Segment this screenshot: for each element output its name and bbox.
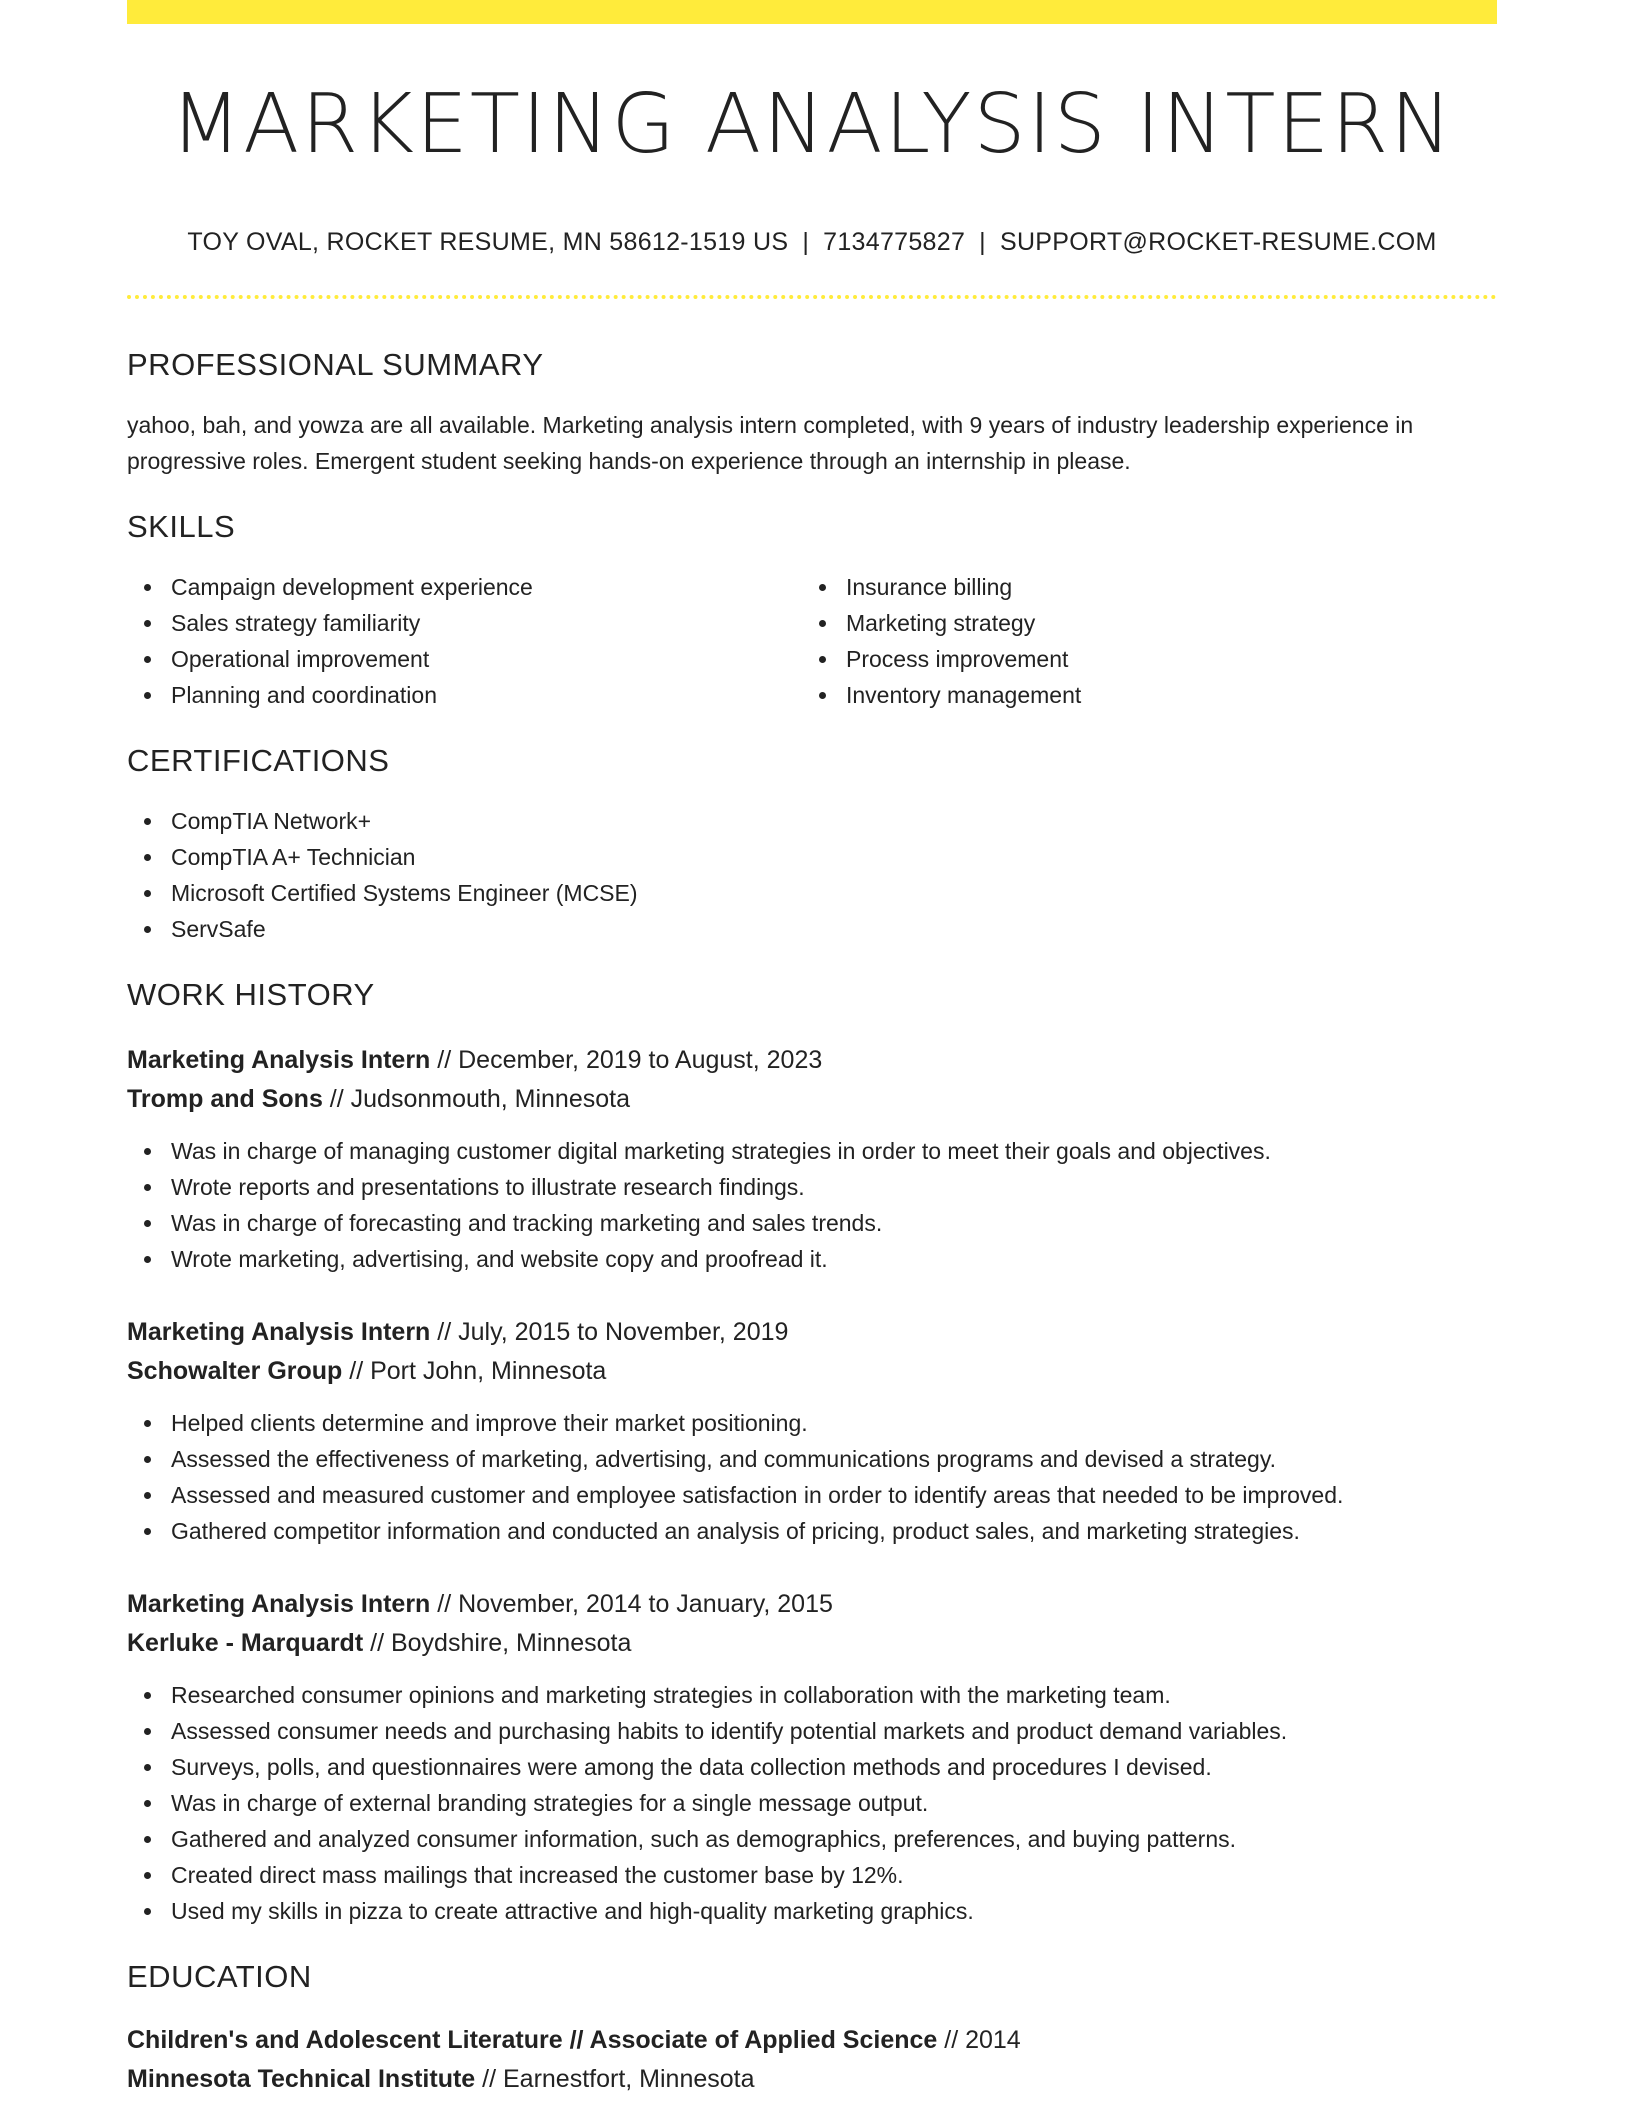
- skills-list-right: [802, 569, 1477, 713]
- job-dates: // December, 2019 to August, 2023: [430, 1046, 823, 1074]
- skills-grid: [127, 569, 1497, 713]
- job-bullets: [127, 1677, 1497, 1929]
- summary-text: yahoo, bah, and yowza are all available. Marketing analysis intern completed, with 9 years of industry leadership experience in progressive roles. Emergent student seeking hands-on experience through an internship in please.: [127, 412, 1414, 474]
- education-heading: EDUCATION: [127, 1959, 312, 1994]
- contact-address: TOY OVAL, ROCKET RESUME, MN 58612-1519 US: [187, 228, 789, 256]
- job-bullet: Wrote marketing, advertising, and website copy and proofread it.: [127, 1241, 1497, 1277]
- education-school: Minnesota Technical Institute: [127, 2065, 476, 2093]
- job-bullet: Was in charge of managing customer digital marketing strategies in order to meet their goals and objectives.: [127, 1133, 1497, 1169]
- education-degree-line: [127, 2021, 1497, 2060]
- job-bullets: [127, 1133, 1497, 1277]
- job-location: // Boydshire, Minnesota: [363, 1629, 632, 1657]
- skill-item: Sales strategy familiarity: [127, 605, 802, 641]
- certifications-heading: CERTIFICATIONS: [127, 743, 390, 778]
- certification-item: ServSafe: [127, 911, 1497, 947]
- skill-item: Operational improvement: [127, 641, 802, 677]
- job-role-line: [127, 1041, 1497, 1080]
- job-company-line: [127, 1624, 1497, 1663]
- contact-email: SUPPORT@ROCKET-RESUME.COM: [999, 228, 1437, 256]
- certifications-list: [127, 803, 1497, 947]
- job-location: // Port John, Minnesota: [342, 1357, 607, 1385]
- job-company-line: [127, 1352, 1497, 1391]
- job-company: Kerluke - Marquardt: [127, 1629, 364, 1657]
- job-entry: [127, 1041, 1497, 1277]
- skill-item: Inventory management: [802, 677, 1477, 713]
- dotted-divider: [127, 295, 1497, 299]
- job-bullet: Used my skills in pizza to create attractive and high-quality marketing graphics.: [127, 1893, 1497, 1929]
- job-role-line: [127, 1313, 1497, 1352]
- accent-top-bar: [127, 0, 1497, 24]
- job-role: Marketing Analysis Intern: [127, 1590, 431, 1618]
- contact-line: [127, 228, 1497, 257]
- job-role: Marketing Analysis Intern: [127, 1046, 431, 1074]
- summary-heading: PROFESSIONAL SUMMARY: [127, 347, 544, 382]
- education-location: // Earnestfort, Minnesota: [475, 2065, 755, 2093]
- job-dates: // July, 2015 to November, 2019: [430, 1318, 789, 1346]
- job-bullet: Researched consumer opinions and marketing strategies in collaboration with the marketing team.: [127, 1677, 1497, 1713]
- contact-separator: |: [979, 228, 986, 256]
- job-role: Marketing Analysis Intern: [127, 1318, 431, 1346]
- job-role-line: [127, 1585, 1497, 1624]
- job-bullet: Surveys, polls, and questionnaires were among the data collection methods and procedures I devised.: [127, 1749, 1497, 1785]
- job-bullet: Assessed and measured customer and employee satisfaction in order to identify areas that needed to be improved.: [127, 1477, 1497, 1513]
- job-dates: // November, 2014 to January, 2015: [430, 1590, 833, 1618]
- certification-item: CompTIA Network+: [127, 803, 1497, 839]
- job-bullet: Assessed consumer needs and purchasing habits to identify potential markets and product demand variables.: [127, 1713, 1497, 1749]
- job-bullet: Gathered competitor information and conducted an analysis of pricing, product sales, and marketing strategies.: [127, 1513, 1497, 1549]
- education-school-line: [127, 2060, 1497, 2099]
- education-entry: [127, 2021, 1497, 2099]
- skill-item: Marketing strategy: [802, 605, 1477, 641]
- job-bullet: Helped clients determine and improve their market positioning.: [127, 1405, 1497, 1441]
- job-location: // Judsonmouth, Minnesota: [322, 1085, 630, 1113]
- skill-item: Process improvement: [802, 641, 1477, 677]
- job-bullet: Wrote reports and presentations to illustrate research findings.: [127, 1169, 1497, 1205]
- job-entry: [127, 1585, 1497, 1929]
- skill-item: Insurance billing: [802, 569, 1477, 605]
- education-degree: Children's and Adolescent Literature // Associate of Applied Science: [127, 2026, 938, 2054]
- job-bullet: Was in charge of external branding strategies for a single message output.: [127, 1785, 1497, 1821]
- certification-item: CompTIA A+ Technician: [127, 839, 1497, 875]
- page-title: MARKETING ANALYSIS INTERN: [170, 77, 1454, 172]
- job-bullet: Assessed the effectiveness of marketing, advertising, and communications programs and devised a strategy.: [127, 1441, 1497, 1477]
- contact-phone: 7134775827: [823, 228, 966, 256]
- education-year: // 2014: [937, 2026, 1021, 2054]
- job-company: Tromp and Sons: [127, 1085, 323, 1113]
- contact-separator: |: [802, 228, 810, 256]
- job-bullet: Gathered and analyzed consumer information, such as demographics, preferences, and buying patterns.: [127, 1821, 1497, 1857]
- work-history-heading: WORK HISTORY: [127, 977, 375, 1012]
- job-company-line: [127, 1080, 1497, 1119]
- job-bullets: [127, 1405, 1497, 1549]
- skill-item: Campaign development experience: [127, 569, 802, 605]
- skills-list-left: [127, 569, 802, 713]
- job-company: Schowalter Group: [127, 1357, 343, 1385]
- skill-item: Planning and coordination: [127, 677, 802, 713]
- resume-page: [127, 0, 1497, 2099]
- job-bullet: Was in charge of forecasting and tracking marketing and sales trends.: [127, 1205, 1497, 1241]
- certification-item: Microsoft Certified Systems Engineer (MCSE): [127, 875, 1497, 911]
- skills-heading: SKILLS: [127, 509, 236, 544]
- job-bullet: Created direct mass mailings that increased the customer base by 12%.: [127, 1857, 1497, 1893]
- job-entry: [127, 1313, 1497, 1549]
